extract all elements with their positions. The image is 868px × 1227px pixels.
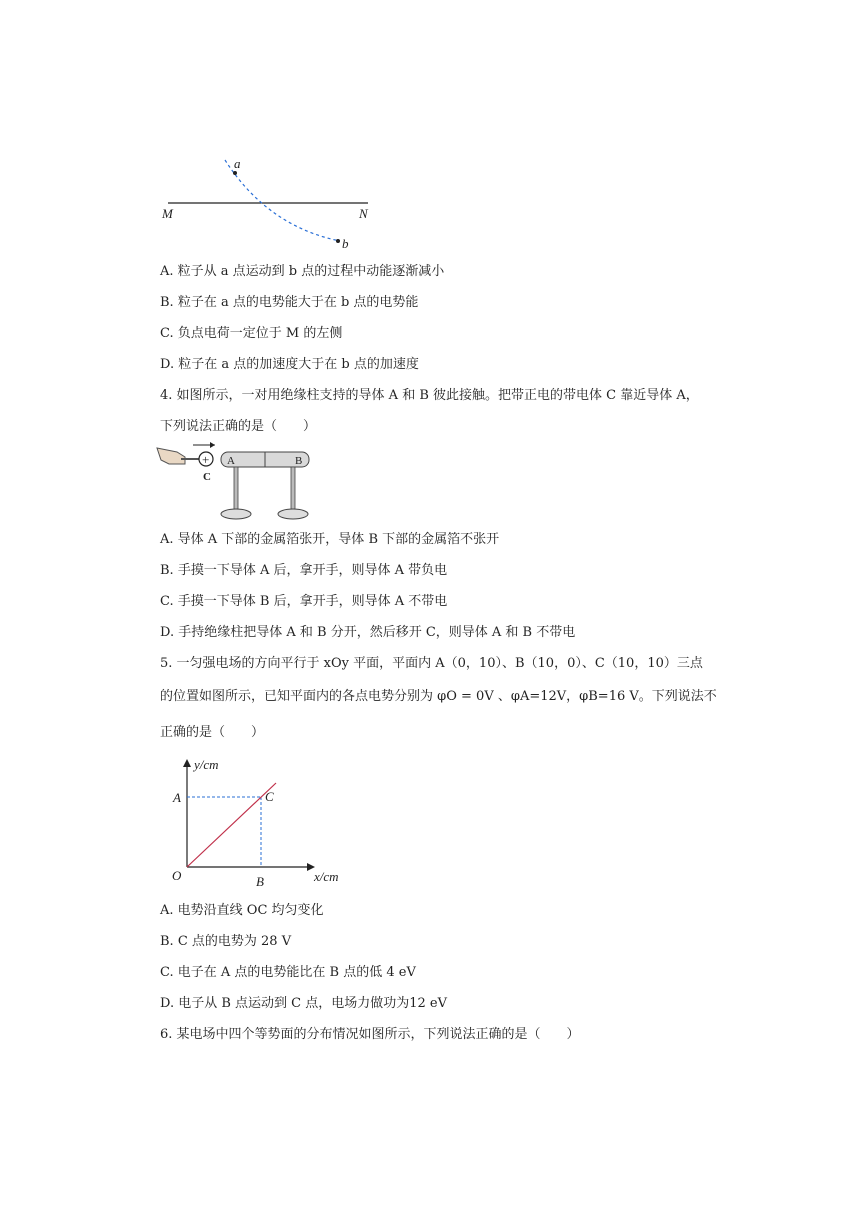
q5-option-a: A. 电势沿直线 OC 均匀变化 [160, 903, 324, 918]
base-b [278, 509, 308, 519]
label-b: B [256, 874, 264, 889]
q4-stem-line2: 下列说法正确的是（ ） [160, 419, 317, 434]
label-a: a [234, 156, 241, 171]
charge-sign: + [202, 452, 210, 467]
q5-stem-line3: 正确的是（ ） [160, 725, 265, 740]
q4-stem-line1: 4. 如图所示，一对用绝缘柱支持的导体 A 和 B 彼此接触。把带正电的带电体 C 靠近导体 A， [160, 388, 699, 403]
q4-option-d: D. 手持绝缘柱把导体 A 和 B 分开，然后移开 C，则导体 A 和 B 不带电 [160, 625, 576, 640]
base-a [221, 509, 251, 519]
q4-option-a: A. 导体 A 下部的金属箔张开，导体 B 下部的金属箔不张开 [160, 532, 500, 547]
trajectory-figure [155, 152, 375, 257]
q4-option-c: C. 手摸一下导体 B 后，拿开手，则导体 A 不带电 [160, 594, 448, 609]
q5-option-d: D. 电子从 B 点运动到 C 点，电场力做功为12 eV [160, 996, 448, 1011]
label-c: C [265, 789, 274, 804]
stand-b [291, 467, 295, 509]
q3-option-d: D. 粒子在 a 点的加速度大于在 b 点的加速度 [160, 357, 419, 372]
line-oc [187, 783, 276, 867]
q5-option-b: B. C 点的电势为 28 V [160, 934, 292, 949]
x-axis-label: x/cm [314, 869, 339, 884]
label-o: O [172, 868, 182, 883]
label-conductor-b: B [295, 455, 303, 467]
y-arrow-icon [183, 759, 191, 767]
point-a [233, 171, 237, 175]
arrow-head-icon [210, 442, 215, 448]
q6-stem: 6. 某电场中四个等势面的分布情况如图所示，下列说法正确的是（ ） [160, 1027, 580, 1042]
label-b: b [342, 236, 349, 251]
label-conductor-a: A [227, 455, 235, 467]
y-axis-label: y/cm [194, 757, 219, 772]
label-n: N [359, 206, 368, 221]
q5-stem-line1: 5. 一匀强电场的方向平行于 xOy 平面，平面内 A（0，10）、B（10，0）、C（10，10）三点 [160, 656, 703, 671]
point-b [336, 239, 340, 243]
dashed-trajectory [225, 160, 340, 241]
q5-stem-line2: 的位置如图所示，已知平面内的各点电势分别为 φO = 0V 、φA=12V，φB=16 V。下列说法不 [160, 689, 717, 704]
q4-option-b: B. 手摸一下导体 A 后，拿开手，则导体 A 带负电 [160, 563, 448, 578]
q3-option-a: A. 粒子从 a 点运动到 b 点的过程中动能逐渐减小 [160, 264, 445, 279]
conductor-figure [155, 440, 325, 525]
label-c: C [203, 471, 211, 483]
hand-icon [157, 448, 185, 464]
q5-option-c: C. 电子在 A 点的电势能比在 B 点的低 4 eV [160, 965, 416, 980]
stand-a [234, 467, 238, 509]
label-m: M [162, 206, 173, 221]
q3-option-b: B. 粒子在 a 点的电势能大于在 b 点的电势能 [160, 295, 419, 310]
coordinate-figure [160, 755, 360, 890]
label-a: A [173, 790, 181, 805]
q3-option-c: C. 负点电荷一定位于 M 的左侧 [160, 326, 343, 341]
